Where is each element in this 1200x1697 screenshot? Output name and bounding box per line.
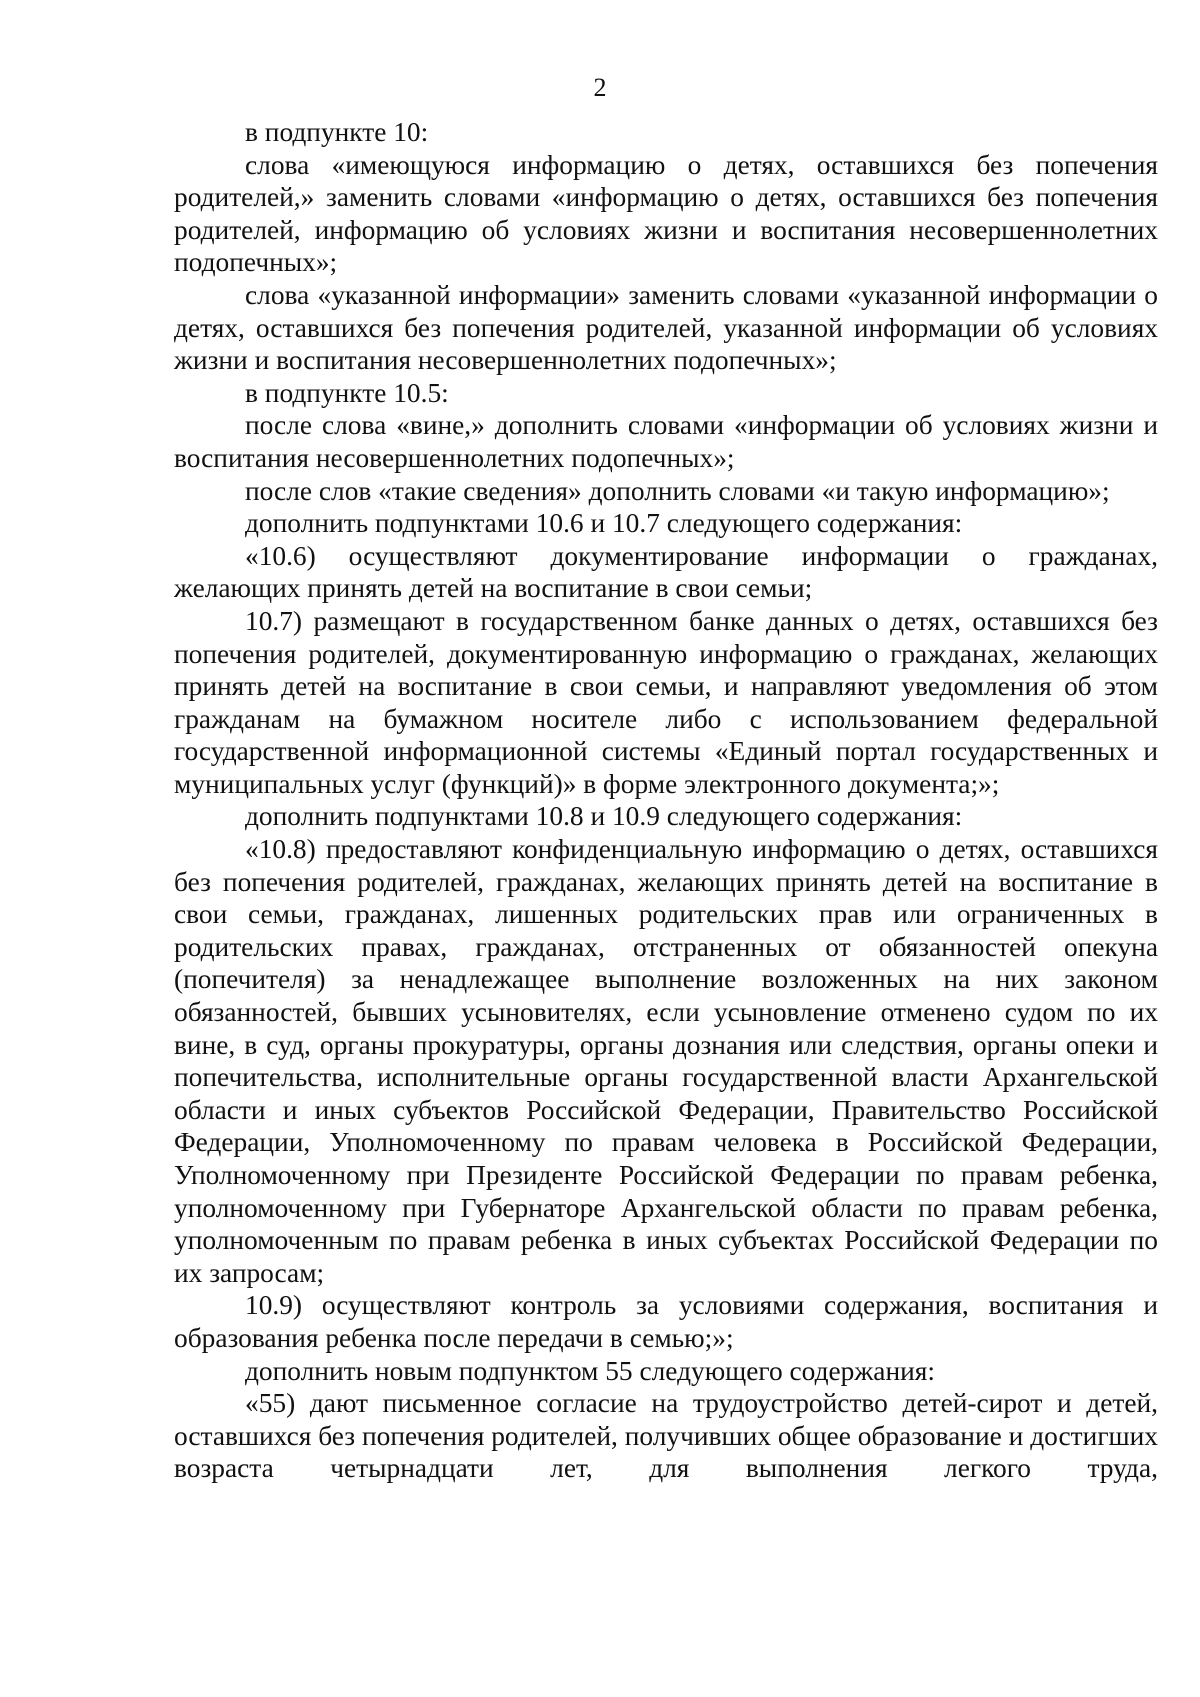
paragraph: после слова «вине,» дополнить словами «информации об условиях жизни и воспитания несовершеннолетних подопечных»;	[174, 410, 1158, 473]
paragraph: дополнить подпунктами 10.6 и 10.7 следующего содержания:	[245, 508, 963, 539]
paragraph: 10.9) осуществляют контроль за условиями содержания, воспитания и образования ребенка после передачи в семью;»;	[174, 1290, 1158, 1353]
paragraph: слова «имеющуюся информацию о детях, оставшихся без попечения родителей,» заменить словами «информацию о детях, оставшихся без попечения родителей, информацию об условиях жизни и воспитания несовершеннолетних подопечных»;	[174, 149, 1158, 278]
paragraph: дополнить новым подпунктом 55 следующего содержания:	[245, 1355, 935, 1386]
document-body	[174, 116, 1158, 1485]
paragraph: в подпункте 10.5:	[245, 377, 449, 408]
paragraph: «10.8) предоставляют конфиденциальную информацию о детях, оставшихся без попечения родителей, гражданах, желающих принять детей на воспитание в свои семьи, гражданах, лишенных родительских прав или ограниченных в родительских правах, гражданах, отстраненных от обязанностей опекуна (попечителя) за ненадлежащее выполнение возложенных на них законом обязанностей, бывших усыновителях, если усыновление отменено судом по их вине, в суд, органы прокуратуры, органы дознания или следствия, органы опеки и попечительства, исполнительные органы государственной власти Архангельской области и иных субъектов Российской Федерации, Правительство Российской Федерации, Уполномоченному по правам человека в Российской Федерации, Уполномоченному при Президенте Российской Федерации по правам ребенка, уполномоченному при Губернаторе Архангельской области по правам ребенка, уполномоченным по правам ребенка в иных субъектах Российской Федерации по их запросам;	[174, 834, 1158, 1288]
paragraph: «10.6) осуществляют документирование информации о гражданах, желающих принять детей на воспитание в свои семьи;	[174, 540, 1158, 604]
paragraph: после слов «такие сведения» дополнить словами «и такую информацию»;	[245, 475, 1110, 506]
paragraph: в подпункте 10:	[245, 117, 429, 147]
paragraph: 10.7) размещают в государственном банке данных о детях, оставшихся без попечения родителей, документированную информацию о гражданах, желающих принять детей на воспитание в свои семьи, и направляют уведомления об этом гражданам на бумажном носителе либо с использованием федеральной государственной информационной системы «Единый портал государственных и муниципальных услуг (функций)» в форме электронного документа;»;	[174, 605, 1158, 799]
paragraph: слова «указанной информации» заменить словами «указанной информации о детях, оставшихся без попечения родителей, указанной информации об условиях жизни и воспитания несовершеннолетних подопечных»;	[174, 279, 1158, 376]
page-number: 2	[593, 73, 607, 102]
paragraph: дополнить подпунктами 10.8 и 10.9 следующего содержания:	[245, 801, 963, 832]
paragraph: «55) дают письменное согласие на трудоустройство детей-сирот и детей, оставшихся без попечения родителей, получивших общее образование и достигших возраста четырнадцати лет, для выполнения легкого труда,	[174, 1388, 1158, 1484]
